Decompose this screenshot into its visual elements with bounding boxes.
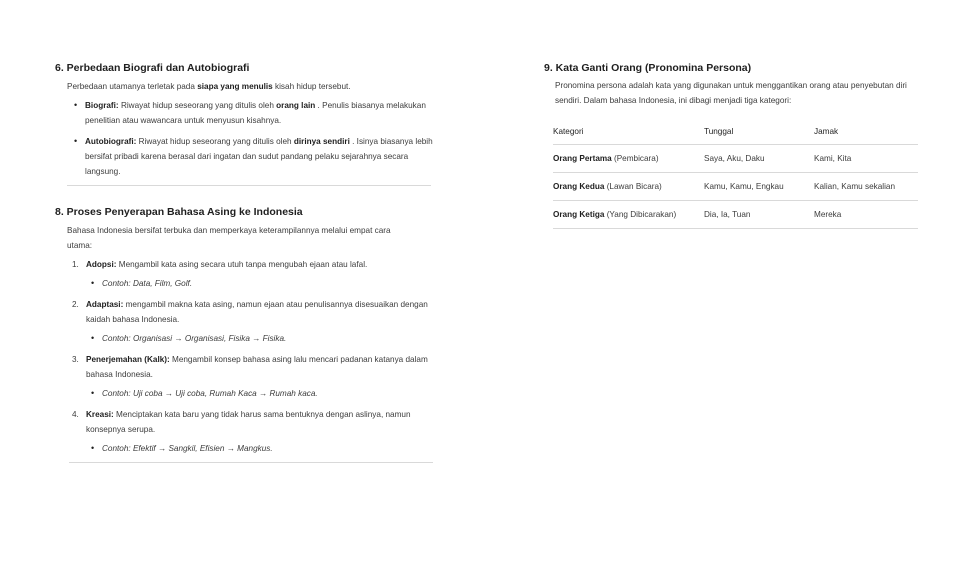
table-cell-plural: Kalian, Kamu sekalian [814,173,918,201]
section-8-steps [55,257,435,456]
table-row [553,173,918,201]
step-item-kreasi: 4. Kreasi: Menciptakan kata baru yang tidak harus sama bentuknya dengan aslinya, namun konsepnya serupa. • Contoh: Efektif → Sangkil, Efisien → Mangkus. [86,407,435,456]
section-8-intro: Bahasa Indonesia bersifat terbuka dan memperkaya keterampilannya melalui empat cara utama: [67,226,391,250]
table-row [553,145,918,173]
column-header-kategori: Kategori [553,118,704,145]
section-8-title: 8. Proses Penyerapan Bahasa Asing ke Indonesia [55,206,303,218]
table-cell-category: Orang Pertama (Pembicara) [553,145,704,173]
table-cell-category: Orang Ketiga (Yang Dibicarakan) [553,201,704,229]
section-6-title: 6. Perbedaan Biografi dan Autobiografi [55,62,250,74]
example-text: • Contoh: Data, Film, Golf. [102,276,435,291]
section-9-title: 9. Kata Ganti Orang (Pronomina Persona) [544,62,752,74]
right-column [544,62,924,229]
column-header-jamak: Jamak [814,118,918,145]
left-column [55,62,435,463]
column-header-tunggal: Tunggal [704,118,814,145]
example-text: • Contoh: Efektif → Sangkil, Efisien → Mangkus. [102,441,435,456]
section-divider [69,462,433,463]
example-text: • Contoh: Uji coba → Uji coba, Rumah Kaca → Rumah kaca. [102,386,435,401]
table-row [553,201,918,229]
table-header-row [553,118,918,145]
section-6-list [55,98,435,179]
table-cell-category: Orang Kedua (Lawan Bicara) [553,173,704,201]
example-text: • Contoh: Organisasi → Organisasi, Fisika → Fisika. [102,331,435,346]
step-item-penerjemahan: 3. Penerjemahan (Kalk): Mengambil konsep bahasa asing lalu mencari padanan katanya dalam bahasa Indonesia. • Contoh: Uji coba → Uji coba, Rumah Kaca → Rumah kaca. [86,352,435,401]
list-item-autobiografi: • Autobiografi: Riwayat hidup seseorang yang ditulis oleh dirinya sendiri . Isinya biasanya lebih bersifat pribadi karena berasal dari ingatan dan sudut pandang pelaku sejarahnya secara langsung. [85,134,435,179]
pronoun-table [553,118,918,229]
section-6-intro: Perbedaan utamanya terletak pada siapa yang menulis kisah hidup tersebut. [67,82,351,91]
table-cell-single: Dia, Ia, Tuan [704,201,814,229]
table-cell-single: Kamu, Kamu, Engkau [704,173,814,201]
step-item-adaptasi: 2. Adaptasi: mengambil makna kata asing, namun ejaan atau penulisannya disesuaikan dengan kaidah bahasa Indonesia. • Contoh: Organisasi → Organisasi, Fisika → Fisika. [86,297,435,346]
table-cell-single: Saya, Aku, Daku [704,145,814,173]
list-item-biografi: • Biografi: Riwayat hidup seseorang yang ditulis oleh orang lain . Penulis biasanya melakukan penelitian atau wawancara untuk menyusun kisahnya. [85,98,435,128]
table-cell-plural: Kami, Kita [814,145,918,173]
table-cell-plural: Mereka [814,201,918,229]
section-9-intro: Pronomina persona adalah kata yang digunakan untuk menggantikan orang atau penyebutan diri sendiri. Dalam bahasa Indonesia, ini dibagi menjadi tiga kategori: [555,81,907,105]
section-divider [67,185,431,186]
step-item-adopsi: 1. Adopsi: Mengambil kata asing secara utuh tanpa mengubah ejaan atau lafal. • Contoh: Data, Film, Golf. [86,257,435,291]
